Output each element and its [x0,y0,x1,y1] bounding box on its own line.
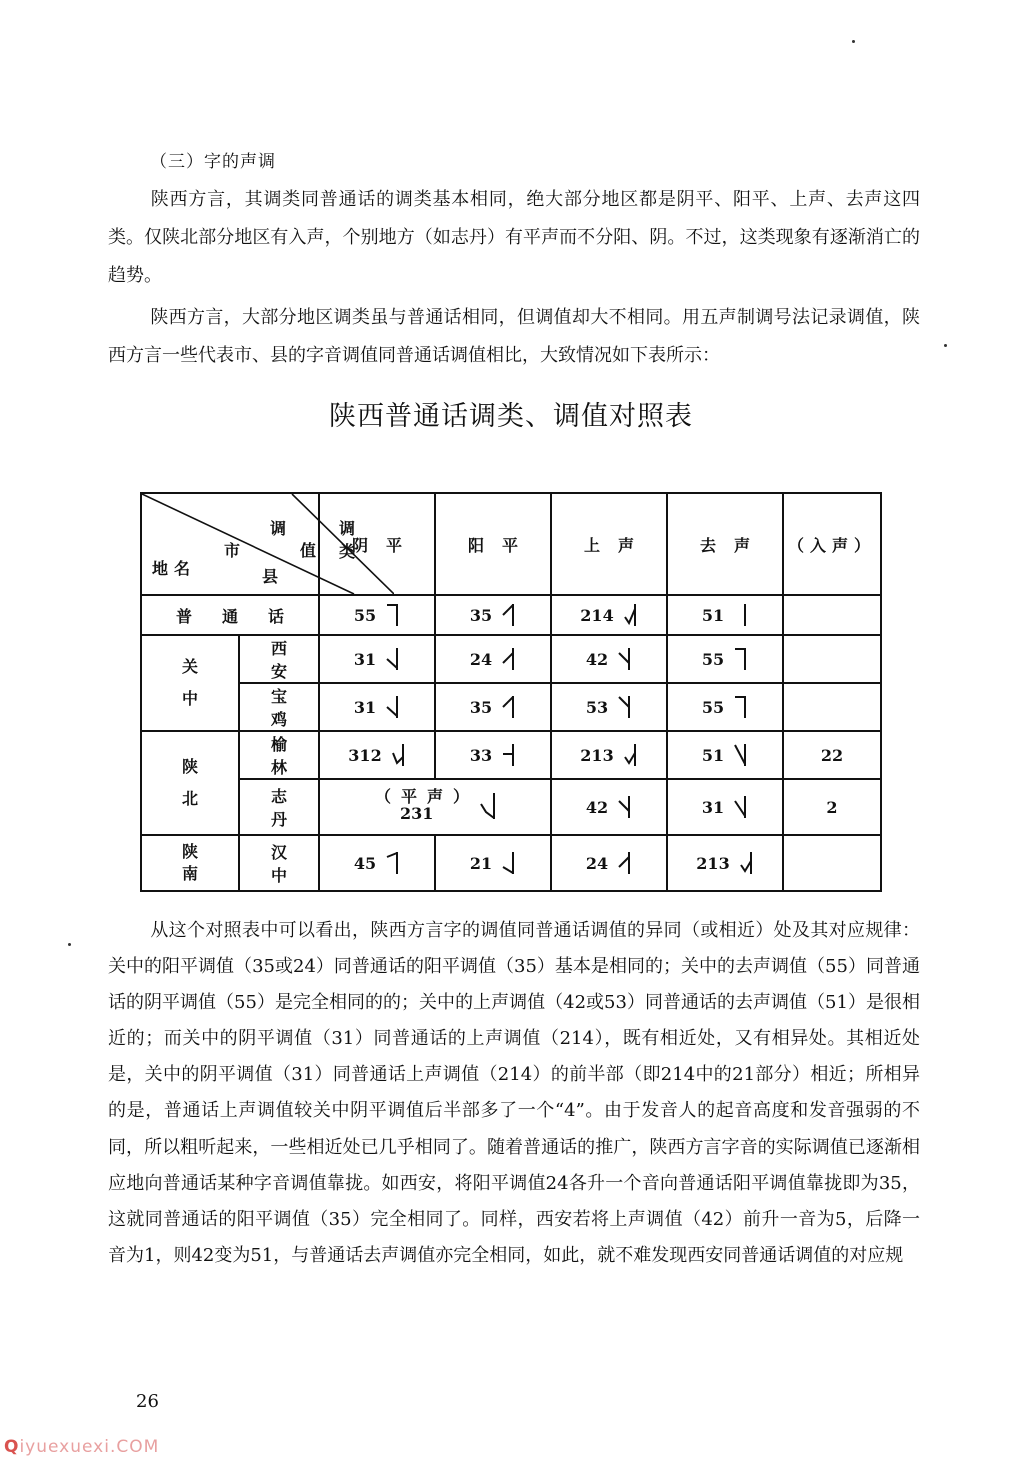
tone-mark-31-icon [386,695,400,719]
column-header-qusheng: 去声 [667,493,783,595]
table-title: 陕西普通话调类、调值对照表 [329,401,693,432]
place-label-yulin: 榆林 [239,731,319,779]
tone-mark-33-icon [502,743,516,767]
column-header-yangping: 阳平 [435,493,551,595]
cell-yulin-shangsheng [551,731,667,779]
cell-yulin-yinping [319,731,435,779]
cell-zhidan-shangsheng [551,779,667,835]
corner-label-zhi: 值 [300,541,317,560]
table-row-baoji [141,683,881,731]
value-text: 24 [585,853,609,873]
value-text: 35 [469,697,493,717]
page-number: 26 [136,1391,159,1412]
tone-mark-231-icon [480,792,498,820]
tone-mark-35-icon [502,603,516,627]
tone-mark-51-icon [734,743,748,767]
cell-hanzhong-rusheng [783,835,881,891]
group-name: 关中 [181,657,198,708]
cell-xian-yinping [319,635,435,683]
column-header-rusheng: （入声） [783,493,881,595]
value-text: 213 [696,853,730,873]
cell-hanzhong-shangsheng [551,835,667,891]
tone-mark-312-icon [392,743,406,767]
corner-label-diao: 调 [270,519,287,538]
scan-speck [852,40,855,43]
cell-putonghua-qusheng [667,595,783,635]
paragraph-1 [108,181,920,295]
section-heading: （三）字的声调 [150,152,276,172]
cell-yulin-qusheng [667,731,783,779]
scan-speck [68,943,71,946]
table-row-zhidan [141,779,881,835]
corner-label-shi: 市 [224,541,241,560]
tone-mark-55-icon [734,647,748,671]
cell-zhidan-rusheng: 2 [783,779,881,835]
tone-mark-55-icon [734,695,748,719]
row-label-putonghua: 普通话 [141,595,319,635]
cell-xian-yangping [435,635,551,683]
place-label-hanzhong: 汉中 [239,835,319,891]
cell-xian-shangsheng [551,635,667,683]
tone-mark-213-icon [624,743,638,767]
cell-putonghua-yinping [319,595,435,635]
table-corner-header [141,493,356,595]
paragraph-2 [108,299,920,375]
watermark-letter: Q [4,1437,20,1457]
cell-baoji-rusheng [783,683,881,731]
tone-mark-21-icon [502,851,516,875]
tone-mark-53-icon [618,695,632,719]
value-text: 45 [353,853,377,873]
value-text: 42 [585,649,609,669]
tone-mark-31-icon [734,795,748,819]
value-text: 55 [701,697,725,717]
value-text: 51 [701,745,725,765]
cell-hanzhong-yinping [319,835,435,891]
tone-comparison-table [140,492,882,892]
pingsheng-label: （平声） [375,787,480,806]
value-text: 21 [469,853,493,873]
tone-mark-55-icon [386,603,400,627]
place-label-xian: 西安 [239,635,319,683]
cell-putonghua-rusheng [783,595,881,635]
tone-mark-213-icon [740,851,754,875]
tone-mark-214-icon [624,603,638,627]
cell-zhidan-pingsheng [319,779,551,835]
corner-label-diming: 地名 [152,559,197,578]
value-text: 31 [701,797,725,817]
table-row-hanzhong [141,835,881,891]
corner-label-xian: 县 [262,567,279,586]
tone-mark-42-icon [618,647,632,671]
cell-yulin-yangping [435,731,551,779]
value-text: 55 [701,649,725,669]
value-text: 55 [353,605,377,625]
value-text: 31 [353,649,377,669]
column-header-shangsheng: 上声 [551,493,667,595]
group-name: 陕南 [181,842,198,883]
tone-mark-42-icon [618,795,632,819]
table-row-xian [141,635,881,683]
value-text: 51 [701,605,725,625]
corner-label-diaolei: 调类 [339,519,356,561]
group-label-shanbei [141,731,239,835]
tone-mark-24-icon [618,851,632,875]
value-text: 42 [585,797,609,817]
place-label-baoji: 宝鸡 [239,683,319,731]
value-text: 312 [348,745,382,765]
watermark-text: iyuexuexi.COM [19,1437,160,1457]
column-header-yinping: 阴平 [319,493,435,595]
group-name: 陕北 [181,757,198,808]
group-label-shannan [141,835,239,891]
table-row-yulin [141,731,881,779]
table-row-putonghua [141,595,881,635]
cell-hanzhong-qusheng [667,835,783,891]
value-text: 24 [469,649,493,669]
tone-mark-31-icon [386,647,400,671]
paragraph-3-text: 从这个对照表中可以看出，陕西方言字的调值同普通话调值的异同（或相近）处及其对应规律：关中的阳平调值（35或24）同普通话的阳平调值（35）基本是相同的；关中的去声调值（55）同普通话的阴平调值（55）是完全相同的的；关中的上声调值（42或53）同普通话的去声调值（51）是很相近的；而关中的阴平调值（31）同普通话的上声调值（214），既有相近处，又有相异处。其相近处是，关中的阴平调值（31）同普通话上声调值（214）的前半部（即214中的21部分）相近；所相异的是，普通话上声调值较关中阴平调值后半部多了一个“4”。由于发音人的起音高度和发音强弱的不同，所以粗听起来，一些相近处已几乎相同了。随着普通话的推广，陕西方言字音的实际调值已逐渐相应地向普通话某种字音调值靠拢。如西安，将阳平调值24各升一个音向普通话阳平调值靠拢即为35，这就同普通话的阳平调值（35）完全相同了。同样，西安若将上声调值（42）前升一音为5，后降一音为1，则42变为51，与普通话去声调值亦完全相同，如此，就不难发现西安同普通话调值的对应规 [108,920,920,1266]
cell-zhidan-qusheng [667,779,783,835]
cell-xian-qusheng [667,635,783,683]
value-text: 214 [580,605,614,625]
group-label-guanzhong [141,635,239,731]
paragraph-2-text: 陕西方言，大部分地区调类虽与普通话相同，但调值却大不相同。用五声制调号法记录调值，陕西方言一些代表市、县的字音调值同普通话调值相比，大致情况如下表所示： [108,307,920,366]
place-label-zhidan: 志丹 [239,779,319,835]
cell-baoji-qusheng [667,683,783,731]
value-text: 31 [353,697,377,717]
cell-baoji-yangping [435,683,551,731]
cell-yulin-rusheng: 22 [783,731,881,779]
cell-baoji-shangsheng [551,683,667,731]
cell-baoji-yinping [319,683,435,731]
value-text: 53 [585,697,609,717]
tone-mark-35-icon [502,695,516,719]
cell-xian-rusheng [783,635,881,683]
paragraph-1-text: 陕西方言，其调类同普通话的调类基本相同，绝大部分地区都是阴平、阳平、上声、去声这四类。仅陕北部分地区有入声，个别地方（如志丹）有平声而不分阳、阴。不过，这类现象有逐渐消亡的趋势。 [108,189,920,286]
tone-mark-24-icon [502,647,516,671]
paragraph-3 [108,913,920,1274]
value-text: 33 [469,745,493,765]
cell-hanzhong-yangping [435,835,551,891]
scan-speck [944,344,947,347]
tone-mark-51-icon [734,603,748,627]
cell-putonghua-yangping [435,595,551,635]
cell-putonghua-shangsheng [551,595,667,635]
tone-mark-45-icon [386,851,400,875]
value-text: 213 [580,745,614,765]
pingsheng-value: 231 [400,804,434,823]
site-watermark [4,1437,159,1457]
value-text: 35 [469,605,493,625]
